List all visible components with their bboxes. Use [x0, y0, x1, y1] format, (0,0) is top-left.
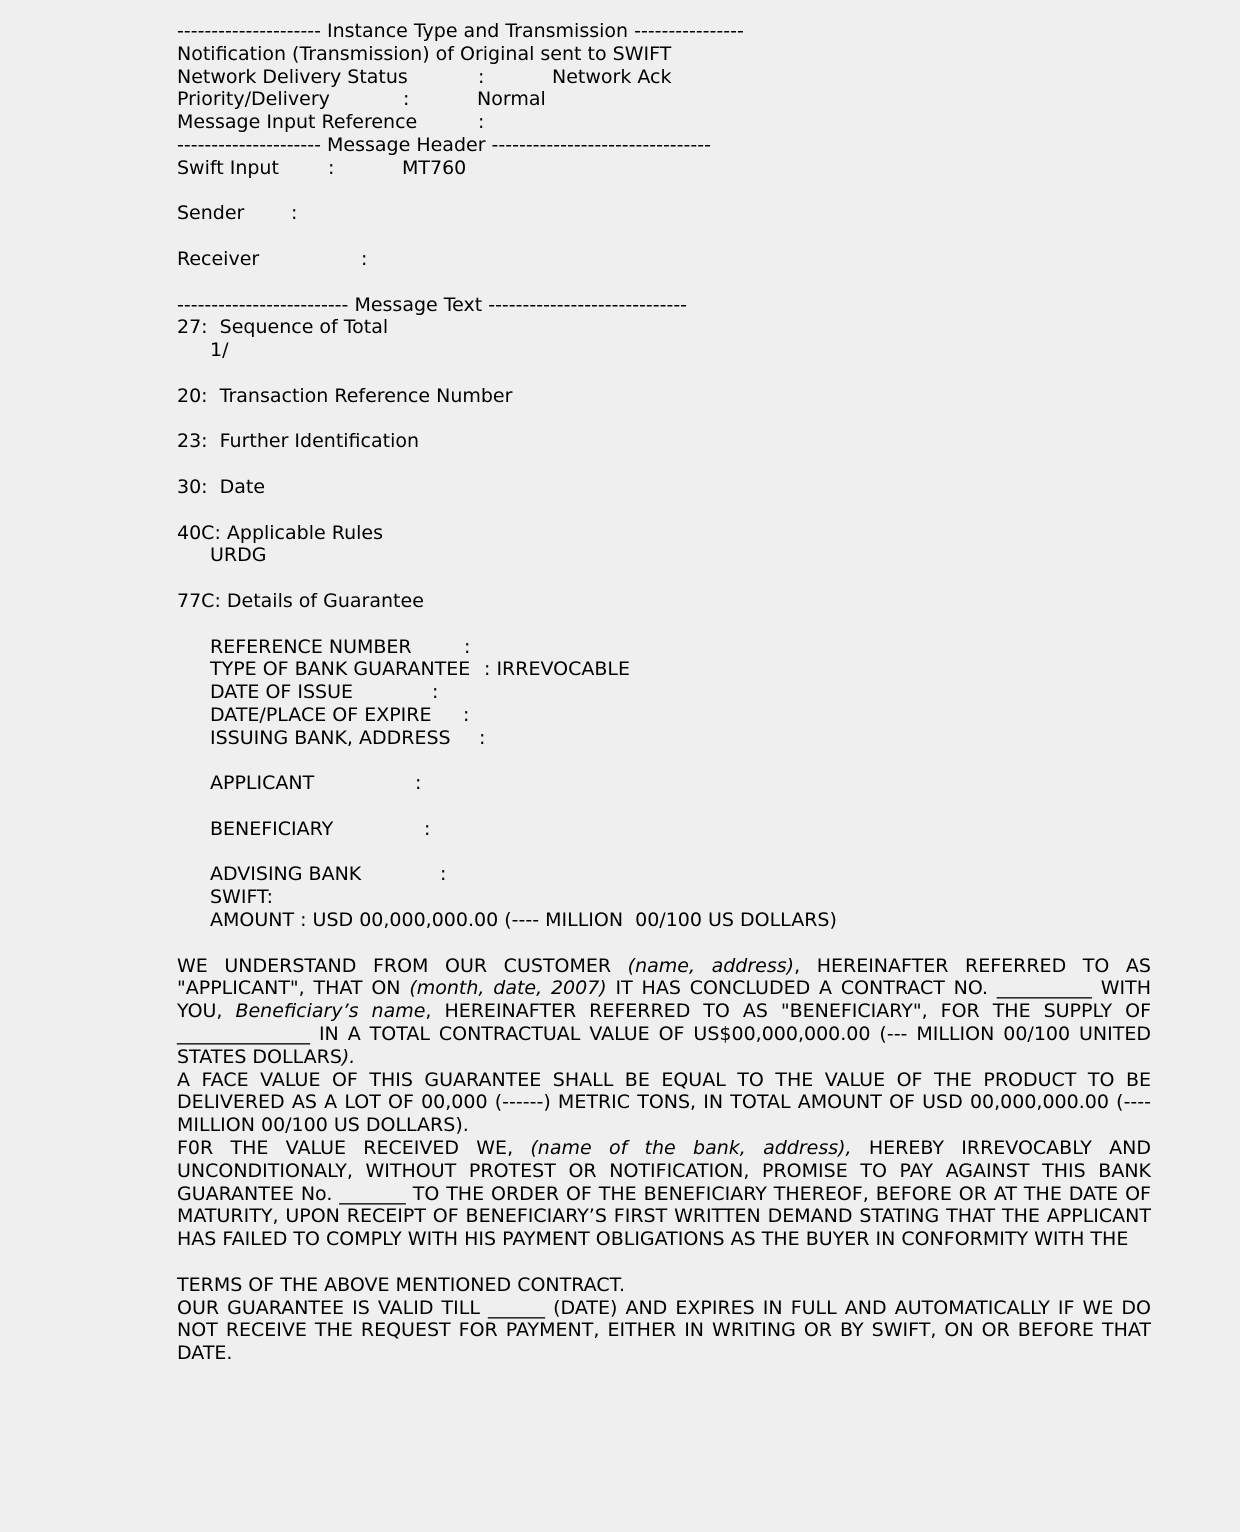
network-delivery-row [177, 66, 1151, 89]
advising-bank-row [177, 863, 1151, 886]
field-40c-value: URDG [210, 544, 267, 567]
field-30-label: 30: Date [177, 475, 266, 498]
applicant-row [177, 772, 1151, 795]
priority-label: Priority/Delivery [177, 88, 330, 111]
mir-label: Message Input Reference [177, 111, 418, 134]
beneficiary-sep: : [424, 817, 431, 840]
field-27-label: 27: Sequence of Total [177, 316, 389, 339]
date-of-expire-row [177, 704, 1151, 727]
priority-row [177, 88, 1151, 111]
notification-line: Notification (Transmission) of Original sent to SWIFT [177, 42, 672, 65]
priority-sep: : [403, 88, 410, 111]
applicant-sep: : [415, 772, 422, 795]
field-77c-label: 77C: Details of Guarantee [177, 589, 424, 612]
guarantee-type-value: : IRREVOCABLE [484, 658, 630, 681]
applicant-label: APPLICANT [210, 772, 315, 795]
validity-paragraph: OUR GUARANTEE IS VALID TILL ______ (DATE) AND EXPIRES IN FULL AND AUTOMATICALLY IF WE DO NOT RECEIVE THE REQUEST FOR PAYMENT, EITHER IN WRITING OR BY SWIFT, ON OR BEFORE THAT DATE. [177, 1296, 1151, 1365]
contract-terms-line: TERMS OF THE ABOVE MENTIONED CONTRACT. [177, 1273, 625, 1296]
swift-input-sep: : [328, 156, 335, 179]
swift-label: SWIFT: [210, 886, 273, 909]
field-20-label: 20: Transaction Reference Number [177, 384, 513, 407]
priority-value: Normal [477, 88, 546, 111]
network-delivery-label: Network Delivery Status [177, 65, 408, 88]
advising-bank-label: ADVISING BANK [210, 863, 362, 886]
issuing-bank-row [177, 727, 1151, 750]
advising-bank-sep: : [440, 863, 447, 886]
reference-number-sep: : [464, 635, 471, 658]
swift-input-label: Swift Input [177, 156, 279, 179]
field-27-value: 1/ [210, 339, 229, 362]
network-delivery-sep: : [478, 65, 485, 88]
swift-input-value: MT760 [402, 156, 467, 179]
date-of-issue-sep: : [432, 681, 439, 704]
date-of-expire-label: DATE/PLACE OF EXPIRE [210, 703, 432, 726]
network-delivery-value: Network Ack [552, 65, 672, 88]
receiver-row [177, 248, 1151, 271]
issuing-bank-label: ISSUING BANK, ADDRESS [210, 726, 451, 749]
section-divider-text: ------------------------- Message Text ----------------------------- [177, 293, 688, 316]
section-divider-instance: --------------------- Instance Type and Transmission ---------------- [177, 20, 744, 42]
guarantee-type-label: TYPE OF BANK GUARANTEE [210, 658, 471, 681]
undertaking-paragraph: F0R THE VALUE RECEIVED WE, (name of the bank, address), HEREBY IRREVOCABLY AND UNCONDITIONALY, WITHOUT PROTEST OR NOTIFICATION, PROMISE TO PAY AGAINST THIS BANK GUARANTEE No. _______ TO THE ORDER OF THE BENEFICIARY THEREOF, BEFORE OR AT THE DATE OF MATURITY, UPON RECEIPT OF BENEFICIARY’S FIRST WRITTEN DEMAND STATING THAT THE APPLICANT HAS FAILED TO COMPLY WITH HIS PAYMENT OBLIGATIONS AS THE BUYER IN CONFORMITY WITH THE [177, 1137, 1151, 1251]
sender-label: Sender [177, 202, 245, 225]
field-40c-label: 40C: Applicable Rules [177, 521, 383, 544]
date-of-expire-sep: : [463, 703, 470, 726]
face-value-paragraph: A FACE VALUE OF THIS GUARANTEE SHALL BE EQUAL TO THE VALUE OF THE PRODUCT TO BE DELIVERED AS A LOT OF 00,000 (------) METRIC TONS, IN TOTAL AMOUNT OF USD 00,000,000.00 (----MILLION 00/100 US DOLLARS). [177, 1068, 1151, 1137]
date-of-issue-label: DATE OF ISSUE [210, 681, 354, 704]
receiver-sep: : [361, 247, 368, 270]
customer-paragraph: WE UNDERSTAND FROM OUR CUSTOMER (name, address), HEREINAFTER REFERRED TO AS "APPLICANT", THAT ON (month, date, 2007) IT HAS CONCLUDED A CONTRACT NO. __________ WITH YOU, Beneficiary’s name, HEREINAFTER REFERRED TO AS "BENEFICIARY", FOR THE SUPPLY OF ______________ IN A TOTAL CONTRACTUAL VALUE OF US$00,000,000.00 (--- MILLION 00/100 UNITED STATES DOLLARS). [177, 954, 1151, 1068]
section-divider-header: --------------------- Message Header -------------------------------- [177, 133, 711, 156]
reference-number-label: REFERENCE NUMBER [210, 635, 412, 658]
mir-row [177, 111, 1151, 134]
field-23-label: 23: Further Identification [177, 430, 420, 453]
date-of-issue-row [177, 681, 1151, 704]
sender-sep: : [291, 202, 298, 225]
receiver-label: Receiver [177, 247, 260, 270]
amount-line: AMOUNT : USD 00,000,000.00 (---- MILLION 00/100 US DOLLARS) [210, 909, 837, 932]
mir-sep: : [478, 111, 485, 134]
sender-row [177, 202, 1151, 225]
swift-input-row [177, 157, 1151, 180]
beneficiary-label: BENEFICIARY [210, 817, 334, 840]
reference-number-row [177, 636, 1151, 659]
swift-message [177, 20, 1151, 1365]
beneficiary-row [177, 818, 1151, 841]
guarantee-type-row [177, 658, 1151, 681]
issuing-bank-sep: : [479, 726, 486, 749]
